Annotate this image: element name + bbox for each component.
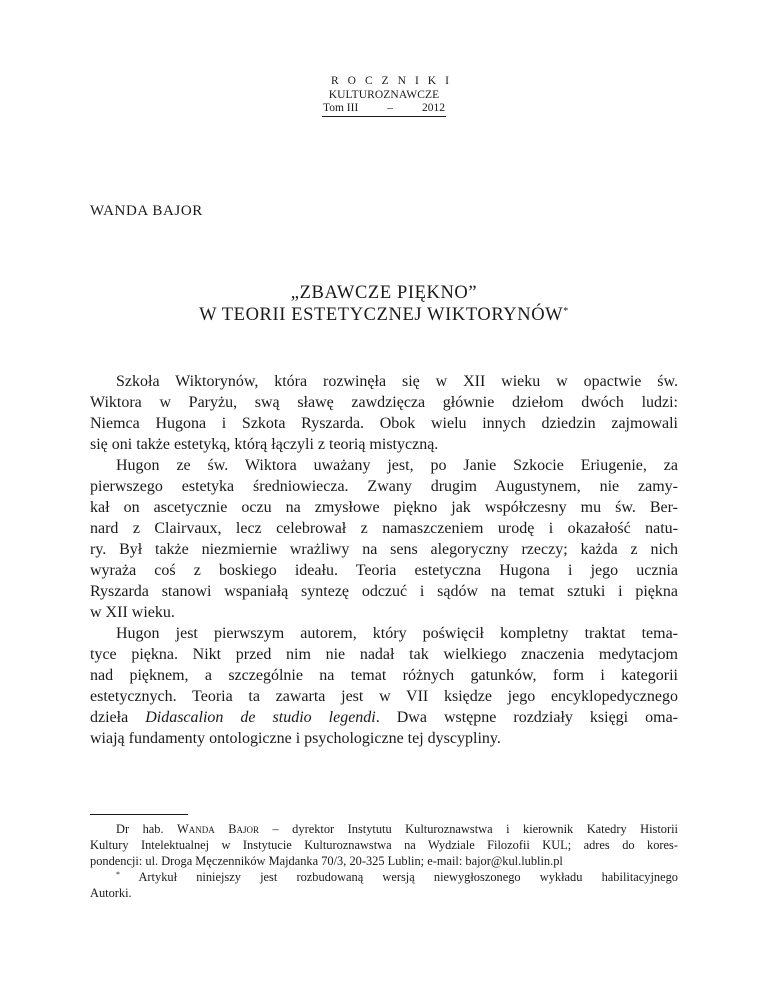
- text-line: wiają fundamenty ontologiczne i psychologiczne tej dyscypliny.: [90, 730, 501, 747]
- title-line-2-text: W TEORII ESTETYCZNEJ WIKTORYNÓW: [199, 305, 564, 325]
- text-line: estetycznych. Teoria ta zawarta jest w VII księdze jego encyklopedycznego: [90, 688, 678, 705]
- footnote-line: pondencji: ul. Droga Męczenników Majdanka 70/3, 20-325 Lublin; e-mail: bajor@kul.lublin.pl: [90, 854, 563, 868]
- title-footnote-mark: *: [563, 306, 569, 317]
- text-line: w XII wieku.: [90, 604, 175, 621]
- text-line: wyraża coś z boskiego ideału. Teoria estetyczna Hugona i jego ucznia: [90, 562, 678, 579]
- book-title: Didascalion de studio legendi: [145, 709, 376, 726]
- text-line: pierwszego estetyka średniowiecza. Zwany drugim Augustynem, nie zamy-: [90, 478, 678, 495]
- article-title: [0, 282, 768, 326]
- text-line: nard z Clairvaux, lecz celebrował z namaszczeniem urodę i okazałość natu-: [90, 520, 678, 537]
- footnote-text: Artykuł niniejszy jest rozbudowaną wersją niewygłoszonego wykładu habilitacyjnego: [120, 870, 678, 884]
- text-line: Wiktora w Paryżu, swą sławę zawdzięcza głównie dziełom dwóch ludzi:: [90, 394, 678, 411]
- footnote-line: [90, 821, 678, 837]
- text-line: Niemca Hugona i Szkota Ryszarda. Obok wielu innych dziedzin zajmowali: [90, 415, 678, 432]
- text-line: Szkoła Wiktorynów, która rozwinęła się w XII wieku w opactwie św.: [116, 373, 678, 390]
- paragraph-2: [90, 455, 678, 623]
- text-line: kał on ascetycznie oczu na zmysłowe piękno jak współczesny mu św. Ber-: [90, 499, 678, 516]
- footnotes: [90, 821, 678, 901]
- text-line: się oni także estetyką, którą łączyli z teorią mistyczną.: [90, 436, 439, 453]
- journal-name: KULTUROZNAWCZE: [328, 89, 440, 101]
- text-segment: dzieła: [90, 709, 146, 726]
- author-name: Wanda Bajor: [177, 822, 259, 836]
- text-line: Hugon jest pierwszym autorem, który poświęcił kompletny traktat tema-: [116, 625, 678, 642]
- footnote-line: [90, 869, 678, 885]
- paragraph-3: [90, 623, 678, 749]
- footnote-line: Autorki.: [90, 886, 132, 900]
- title-line-2: [0, 304, 768, 326]
- volume-year: 2012: [422, 102, 445, 114]
- footnote-text: Dr hab.: [116, 822, 178, 836]
- journal-masthead: [322, 74, 458, 117]
- title-line-1: „ZBAWCZE PIĘKNO”: [290, 283, 478, 303]
- journal-volume: [322, 102, 446, 117]
- journal-series: ROCZNIKI: [331, 75, 458, 87]
- volume-number: Tom III: [323, 102, 359, 114]
- footnote-mark: *: [116, 870, 120, 879]
- text-line: nad pięknem, a szczególnie na temat różnych gatunków, form i kategorii: [90, 667, 678, 684]
- text-line: [90, 707, 678, 728]
- article-author: WANDA BAJOR: [90, 203, 203, 219]
- text-segment: . Dwa wstępne rozdziały księgi oma-: [375, 709, 678, 726]
- text-line: tyce piękna. Nikt przed nim nie nadał tak wielkiego znaczenia medytacjom: [90, 646, 678, 663]
- article-body: [90, 371, 678, 749]
- footnote-text: – dyrektor Instytutu Kulturoznawstwa i kierownik Katedry Historii: [259, 822, 678, 836]
- volume-dash: –: [387, 102, 394, 114]
- footnote-separator: [90, 814, 188, 815]
- paragraph-1: [90, 371, 678, 455]
- text-line: ry. Był także niezmiernie wrażliwy na sens alegoryczny rzeczy; każda z nich: [90, 541, 678, 558]
- footnote-line: Kultury Intelektualnej w Instytucie Kulturoznawstwa na Wydziale Filozofii KUL; adres do kores-: [90, 838, 678, 852]
- text-line: Ryszarda stanowi wspaniałą syntezę odczuć i sądów na temat sztuki i piękna: [90, 583, 678, 600]
- text-line: Hugon ze św. Wiktora uważany jest, po Janie Szkocie Eriugenie, za: [116, 457, 678, 474]
